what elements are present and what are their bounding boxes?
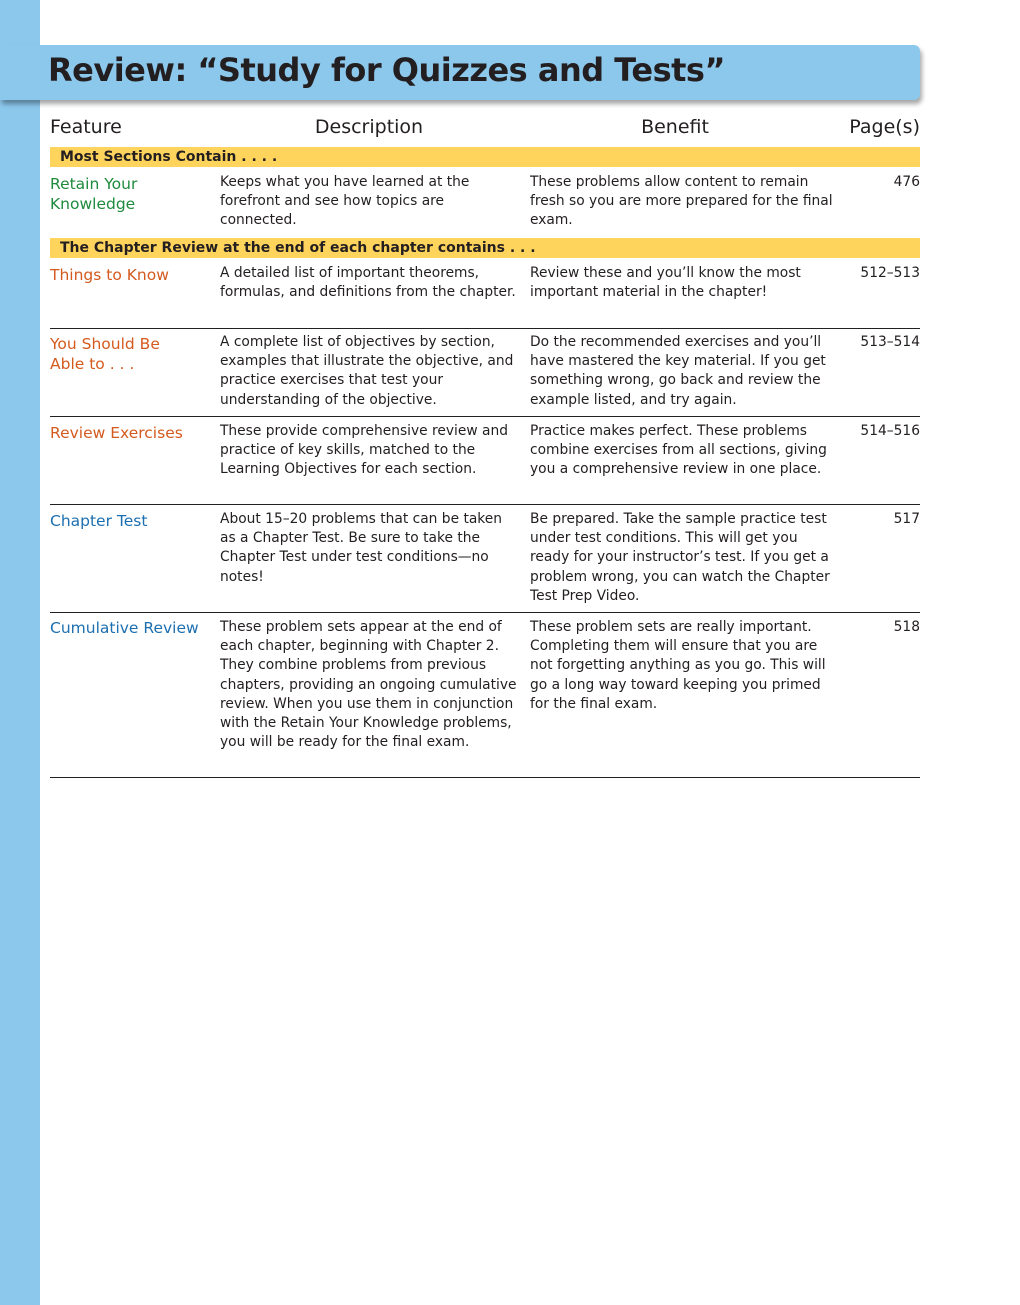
description-you-should-be-able-to: A complete list of objectives by section, examples that illustrate the objective, and practice exercises that test your understanding of the objective.	[220, 334, 514, 408]
benefit-cumulative-review: These problem sets are really important. Completing them will ensure that you are not forgetting anything as you go. This will go a long way toward keeping you primed for the final exam.	[530, 619, 826, 712]
left-sidebar-stripe	[0, 0, 40, 1305]
benefit-you-should-be-able-to: Do the recommended exercises and you’ll have mastered the key material. If you get something wrong, go back and review the example listed, and try again.	[530, 334, 826, 408]
feature-you-should-be-able-to: You Should Be Able to . . .	[50, 335, 160, 373]
description-retain-your-knowledge: Keeps what you have learned at the forefront and see how topics are connected.	[220, 174, 470, 229]
table-bottom-rule	[50, 777, 920, 778]
description-chapter-test: About 15–20 problems that can be taken as a Chapter Test. Be sure to take the Chapter Test under test conditions—no notes!	[220, 511, 503, 585]
feature-retain-your-knowledge: Retain Your Knowledge	[50, 175, 138, 213]
feature-cumulative-review: Cumulative Review	[50, 619, 199, 637]
section-band-chapter-review: The Chapter Review at the end of each chapter contains . . .	[50, 238, 920, 258]
page-title: Review: “Study for Quizzes and Tests”	[48, 51, 725, 89]
feature-review-exercises: Review Exercises	[50, 424, 183, 442]
header-benefit: Benefit	[641, 116, 709, 138]
description-cumulative-review: These problem sets appear at the end of each chapter, beginning with Chapter 2. They combine problems from previous chapters, providing an ongoing cumulative review. When you use them in conjunction with the Retain Your Knowledge problems, you will be ready for the final exam.	[220, 619, 517, 751]
section-band-most-sections: Most Sections Contain . . . .	[50, 147, 920, 167]
row-divider	[50, 504, 920, 505]
row-divider	[50, 612, 920, 613]
benefit-review-exercises: Practice makes perfect. These problems combine exercises from all sections, giving you a comprehensive review in one place.	[530, 423, 827, 478]
header-description: Description	[314, 116, 424, 138]
benefit-retain-your-knowledge: These problems allow content to remain fresh so you are more prepared for the final exam.	[530, 174, 833, 229]
benefit-chapter-test: Be prepared. Take the sample practice test under test conditions. This will get you ready for your instructor’s test. If you get a problem wrong, you can watch the Chapter Test Prep Video.	[530, 511, 830, 604]
description-review-exercises: These provide comprehensive review and practice of key skills, matched to the Learning Objectives for each section.	[220, 423, 509, 478]
header-pages: Page(s)	[849, 116, 920, 138]
pages-review-exercises: 514–516	[860, 423, 920, 439]
feature-chapter-test: Chapter Test	[50, 512, 148, 530]
pages-cumulative-review: 518	[893, 619, 920, 635]
row-divider	[50, 328, 920, 329]
feature-things-to-know: Things to Know	[50, 266, 169, 284]
pages-things-to-know: 512–513	[860, 265, 920, 281]
benefit-things-to-know: Review these and you’ll know the most important material in the chapter!	[530, 265, 801, 301]
description-things-to-know: A detailed list of important theorems, formulas, and definitions from the chapter.	[220, 265, 516, 301]
pages-chapter-test: 517	[893, 511, 920, 527]
pages-retain-your-knowledge: 476	[893, 174, 920, 190]
row-divider	[50, 416, 920, 417]
pages-you-should-be-able-to: 513–514	[860, 334, 920, 350]
header-feature: Feature	[50, 116, 122, 138]
